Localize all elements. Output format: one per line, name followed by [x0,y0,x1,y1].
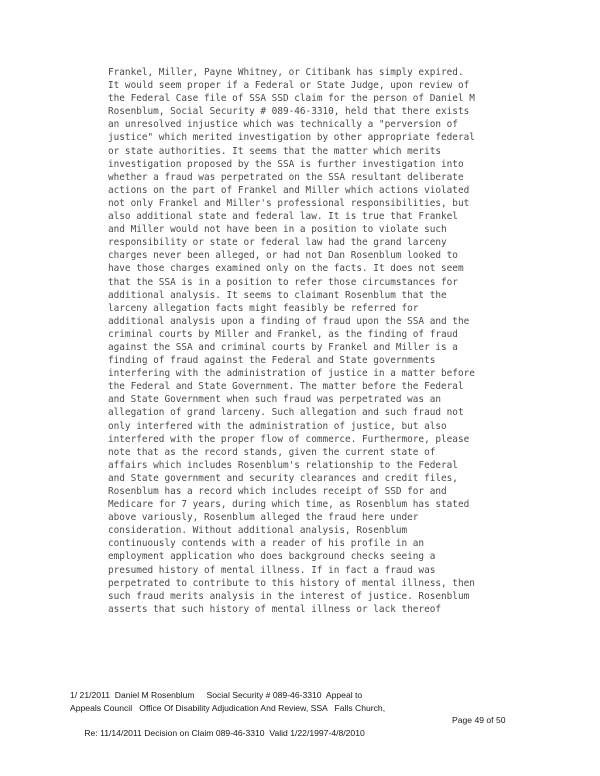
page-number: Page 49 of 50 [452,715,506,726]
body-line: additional analysis upon a finding of fraud upon the SSA and the [108,315,470,327]
body-line: the Federal and State Government. The matter before the Federal [108,381,464,393]
body-line: actions on the part of Frankel and Miller which actions violated [108,184,470,196]
body-line: employment application who does background checks seeing a [108,551,436,563]
body-line: an unresolved injustice which was technically a "perversion of [108,119,458,131]
document-body-text [108,66,548,616]
body-line: additional analysis. It seems to claimant Rosenblum that the [108,289,447,301]
body-line: Medicare for 7 years, during which time, as Rosenblum has stated [108,499,470,511]
footer-line-3 [70,714,540,738]
body-line: charges never been alleged, or had not Dan Rosenblum looked to [108,250,458,262]
body-line: perpetrated to contribute to this history of mental illness, then [108,577,475,589]
body-line: the Federal Case file of SSA SSD claim for the person of Daniel M [108,93,475,105]
body-line: interfered with the proper flow of commerce. Furthermore, please [108,433,470,445]
body-line: and State government and security clearances and credit files, [108,472,458,484]
body-line: whether a fraud was perpetrated on the SSA resultant deliberate [108,171,464,183]
body-line: not only Frankel and Miller's professional responsibilities, but [108,197,470,209]
body-line: finding of fraud against the Federal and State governments [108,355,436,367]
body-line: have those charges examined only on the facts. It does not seem [108,263,464,275]
body-line: Rosenblum, Social Security # 089-46-3310, held that there exists [108,106,470,118]
footer-line-2: Appeals Council Office Of Disability Adjudication And Review, SSA Falls Church, [70,702,386,713]
footer-line-1: 1/ 21/2011 Daniel M Rosenblum Social Security # 089-46-3310 Appeal to [70,690,363,700]
body-line: interfering with the administration of justice in a matter before [108,368,475,380]
body-line: Frankel, Miller, Payne Whitney, or Citibank has simply expired. [108,67,464,78]
body-line: investigation proposed by the SSA is further investigation into [108,158,464,170]
body-line: consideration. Without additional analysis, Rosenblum [108,525,408,537]
body-line: above variously, Rosenblum alleged the fraud here under [108,512,419,524]
body-line: presumed history of mental illness. If in fact a fraud was [108,564,436,576]
footer-case-reference: Re: 11/14/2011 Decision on Claim 089-46-3310 Valid 1/22/1997-4/8/2010 [84,727,365,738]
body-line: allegation of grand larceny. Such allegation and such fraud not [108,407,464,419]
body-line: note that as the record stands, given the current state of [108,446,436,458]
body-line: asserts that such history of mental illness or lack thereof [108,603,442,615]
body-line: Rosenblum has a record which includes receipt of SSD for and [108,486,447,497]
body-line: larceny allegation facts might feasibly be referred for [108,302,419,314]
body-line: only interfered with the administration of justice, but also [108,420,447,432]
body-line: also additional state and federal law. It is true that Frankel [108,211,458,223]
body-line: and State Government when such fraud was perpetrated was an [108,394,442,406]
body-line: It would seem proper if a Federal or State Judge, upon review of [108,80,470,92]
body-line: that the SSA is in a position to refer those circumstances for [108,276,458,288]
body-line: justice" which merited investigation by other appropriate federal [108,132,475,144]
body-line: such fraud merits analysis in the interest of justice. Rosenblum [108,590,470,602]
body-line: or state authorities. It seems that the matter which merits [108,145,442,157]
body-line: responsibility or state or federal law had the grand larceny [108,237,447,249]
body-line: and Miller would not have been in a position to violate such [108,224,447,236]
body-line: criminal courts by Miller and Frankel, as the finding of fraud [108,328,458,340]
body-line: affairs which includes Rosenblum's relationship to the Federal [108,459,458,471]
body-line: continuously contends with a reader of his profile in an [108,538,425,550]
page-footer [70,689,540,738]
body-line: against the SSA and criminal courts by Frankel and Miller is a [108,341,458,353]
